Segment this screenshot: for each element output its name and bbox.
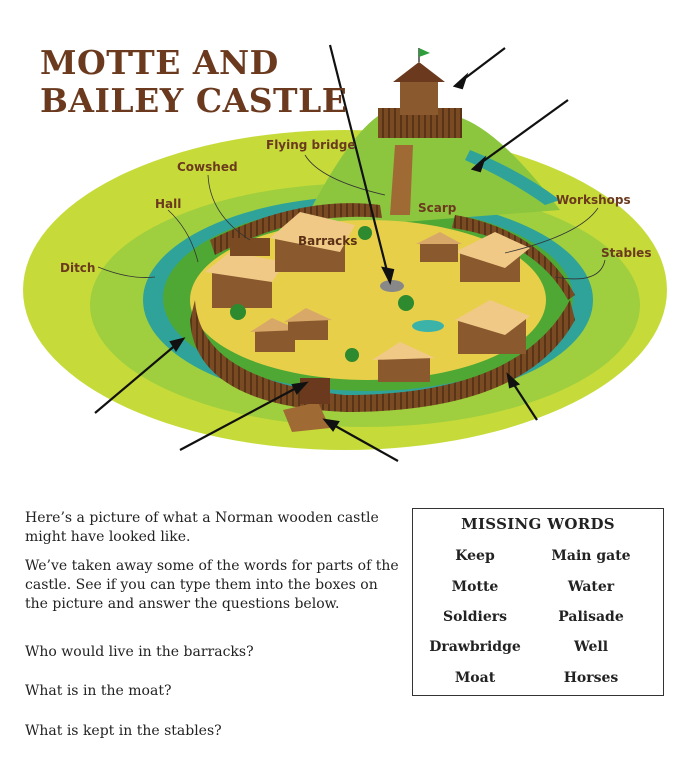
label-cowshed: Cowshed <box>177 160 238 174</box>
label-hall: Hall <box>155 197 182 211</box>
intro-paragraph-2: We’ve taken away some of the words for parts of the castle. See if you can type them into the boxes on the picture and answer the questions below. <box>25 558 399 612</box>
label-workshops: Workshops <box>556 193 631 207</box>
missing-word: Keep <box>455 548 495 564</box>
flag <box>419 48 430 57</box>
keep <box>400 80 438 115</box>
missing-word: Motte <box>451 579 499 595</box>
missing-word: Drawbridge <box>429 639 521 655</box>
page-title-line-2: BAILEY CASTLE <box>40 81 348 120</box>
well <box>380 280 404 292</box>
missing-words-box <box>412 508 664 696</box>
question-barracks: Who would live in the barracks? <box>25 644 254 660</box>
pond <box>412 320 444 332</box>
tree <box>345 348 359 362</box>
keep-roof <box>393 62 445 82</box>
missing-word: Water <box>567 579 615 595</box>
missing-word: Well <box>573 639 609 655</box>
missing-word: Palisade <box>558 609 624 625</box>
question-moat: What is in the moat? <box>25 683 172 699</box>
label-stables: Stables <box>601 246 652 260</box>
cowshed <box>230 238 270 256</box>
missing-word: Horses <box>563 670 619 686</box>
question-stables: What is kept in the stables? <box>25 723 222 739</box>
label-ditch: Ditch <box>60 261 96 275</box>
page-title-line-1: MOTTE AND <box>40 43 279 82</box>
label-scarp: Scarp <box>418 201 457 215</box>
missing-word: Main gate <box>551 548 631 564</box>
tree <box>398 295 414 311</box>
missing-word: Soldiers <box>442 609 508 625</box>
tree <box>358 226 372 240</box>
label-barracks: Barracks <box>298 234 358 248</box>
intro-paragraph-1: Here’s a picture of what a Norman wooden castle might have looked like. <box>25 510 379 545</box>
intro-text <box>25 509 400 624</box>
label-flying-bridge: Flying bridge <box>266 138 356 152</box>
main-gate <box>300 378 330 404</box>
missing-word: Moat <box>454 670 496 686</box>
tree <box>230 304 246 320</box>
missing-words-title: MISSING WORDS <box>461 515 615 533</box>
